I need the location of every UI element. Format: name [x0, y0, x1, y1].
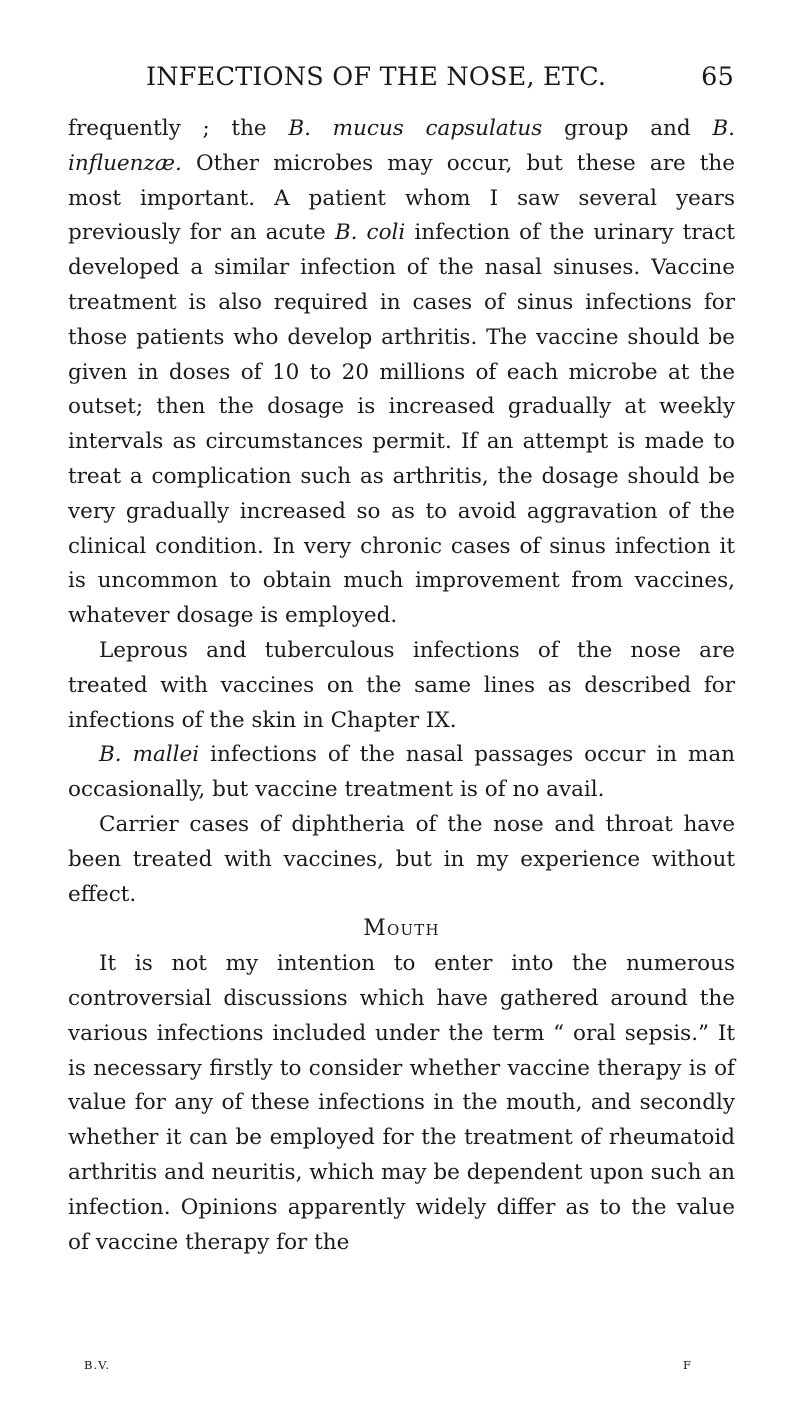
italic-run: B. mucus capsulatus — [288, 116, 543, 141]
paragraph — [68, 738, 735, 808]
page-number: 65 — [701, 62, 734, 92]
running-title: INFECTIONS OF THE NOSE, ETC. — [146, 62, 607, 92]
signature-letter: F — [683, 1358, 692, 1372]
paragraph — [68, 112, 735, 634]
signature-mark: B.V. — [84, 1358, 111, 1372]
text-run: Other microbes may occur, but these are the most important. A patient whom I saw several years previously for an acute — [68, 150, 735, 246]
page-header — [118, 62, 734, 102]
text-run: frequently ; the — [68, 116, 289, 141]
text-run: infection of the urinary tract developed a similar infection of the nasal sinuses. Vaccine treatment is also required in cases of sinus infections for those patients who develop arthritis. The vaccine should be given in doses of 10 to 20 millions of each microbe at the outset; then the dosage is increased gradually at weekly intervals as circumstances permit. If an attempt is made to treat a complication such as arthritis, the dosage should be very gradually increased so as to avoid aggravation of the clinical condition. In very chronic cases of sinus infection it is uncommon to obtain much improvement from vaccines, whatever dosage is employed. — [68, 220, 735, 629]
text-run: It is not my intention to enter into the numerous controversial discussions which have gathered around the various infections included under the term “ oral sepsis.” It is necessary firstly to consider whether vaccine therapy is of value for any of these infections in the mouth, and secondly whether it can be employed for the treatment of rheumatoid arthritis and neuritis, which may be dependent upon such an infection. Opinions apparently widely differ as to the value of vaccine therapy for the — [68, 951, 735, 1255]
body-text — [68, 112, 735, 1260]
paragraph — [68, 634, 735, 738]
text-run: infections of the nasal passages occur in man occasionally, but vaccine treatment is of no avail. — [68, 742, 735, 803]
italic-run: B. coli — [334, 220, 406, 246]
text-run: group and — [542, 116, 713, 141]
section-heading: Mouth — [363, 916, 440, 942]
paragraph — [68, 947, 735, 1260]
paragraph — [68, 808, 735, 912]
text-run: Leprous and tuberculous infections of the nose are treated with vaccines on the same lines as described for infections of the skin in Chapter IX. — [68, 637, 735, 733]
italic-run: B. mallei — [99, 742, 200, 768]
italic-run: B. influenzæ. — [68, 116, 735, 176]
page-footer — [84, 1358, 692, 1378]
text-run: Carrier cases of diphtheria of the nose and throat have been treated with vaccines, but in my experience without effect. — [68, 811, 735, 907]
